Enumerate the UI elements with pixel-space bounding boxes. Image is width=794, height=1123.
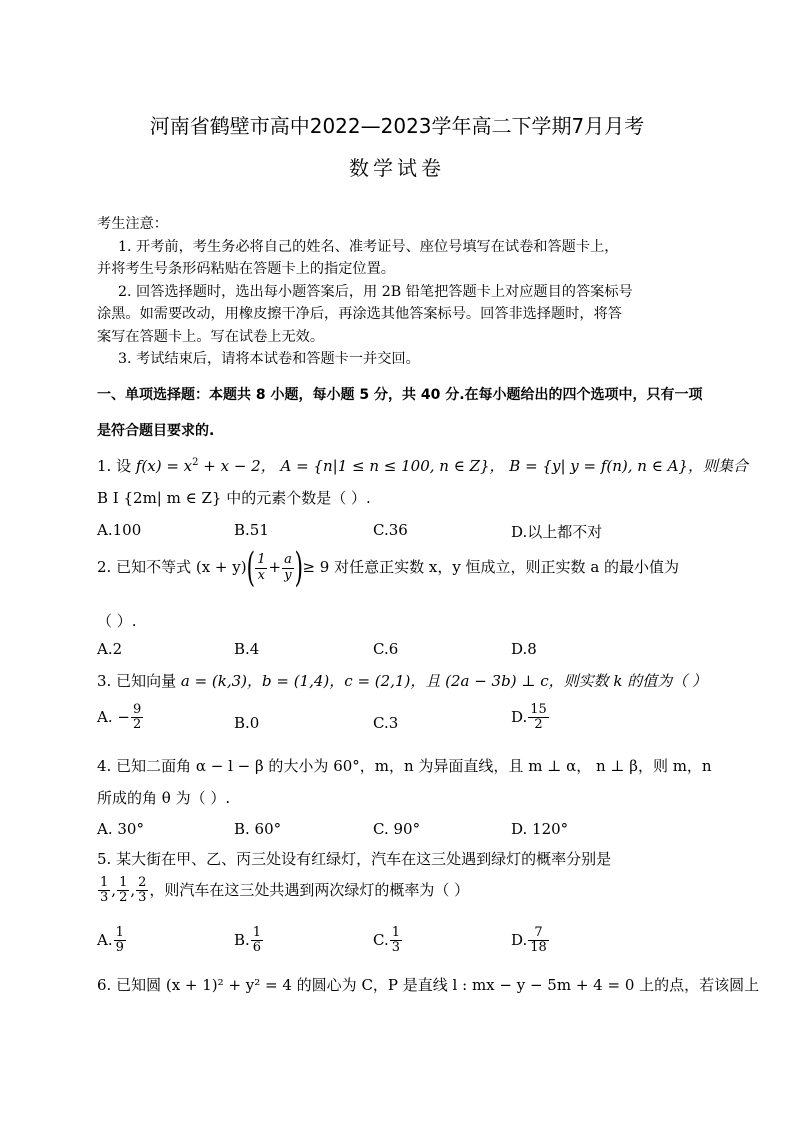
q4-option-a: A. 30° [97,820,144,838]
page-title: 河南省鹤壁市高中2022—2023学年高二下学期7月月考 [149,114,645,138]
notice-line-3: 2. 回答选择题时，选出每小题答案后，用 2B 铅笔把答题卡上对应题目的答案标号 [118,284,633,300]
q2-part-1: 2. 已知不等式 (x + y) [97,558,247,576]
q3-part-2: a = (k,3)，b = (1,4)，c = (2,1)，且 (2a − 3b) ⊥ c，则实数 k 的值为（ ） [180,672,707,690]
q1-exponent: 2 [192,457,199,468]
q3-option-d: D. $\frac{15}{2}$ [511,702,547,733]
q3-option-a: A. − $\frac{9}{2}$ [97,702,142,733]
question-3 [97,670,707,691]
q3-option-c: C.3 [373,714,399,732]
q5-option-d: D. $\frac{7}{18}$ [511,925,547,956]
q2-option-a: A.2 [97,640,123,658]
notice-line-5: 案写在答题卡上。写在试卷上无效。 [97,329,325,345]
notice-heading: 考生注意： [97,216,168,232]
question-4-line-2: 所成的角 θ 为（ ）. [97,789,231,807]
question-2-line-2: （ ）. [97,612,137,630]
question-2-line-1: 2. 已知不等式 (x + y)( $\frac{1}{x}$ + $\frac{a}{y}$ )≥ 9 对任意正实数 x，y 恒成立，则正实数 a 的最小值为 [97,545,680,591]
q2-option-b: B.4 [234,640,260,658]
q2-option-d: D.8 [511,640,537,658]
q4-option-c: C. 90° [373,820,421,838]
question-4-line-1: 4. 已知二面角 α − l − β 的大小为 60°，m，n 为异面直线，且 m ⊥ α， n ⊥ β，则 m，n [97,757,712,775]
q1-part-3: + x − 2， A = {n|1 ≤ n ≤ 100, n ∈ Z}， B = {y| y = f(n), n ∈ A}，则集合 [198,457,748,475]
section-heading-line-1: 一、单项选择题：本题共 8 小题，每小题 5 分，共 40 分.在每小题给出的四个选项中，只有一项 [97,387,703,403]
q3-option-b: B.0 [234,714,260,732]
section-heading-line-2: 是符合题目要求的. [97,423,215,439]
question-5-line-1: 5. 某大街在甲、乙、丙三处设有红绿灯，汽车在这三处遇到绿灯的概率分别是 [97,850,612,868]
q5-option-c: C. $\frac{1}{3}$ [373,925,400,956]
q2-fraction-1: $\frac{1}{x}$ [257,552,266,583]
q1-option-a: A.100 [97,521,142,539]
notice-line-1: 1. 开考前，考生务必将自己的姓名、准考证号、座位号填写在试卷和答题卡上， [118,239,619,255]
q3-part-1: 3. 已知向量 [97,672,181,690]
notice-line-6: 3. 考试结束后，请将本试卷和答题卡一并交回。 [118,351,420,367]
q1-option-d: D.以上都不对 [511,523,603,541]
q1-part-1: 1. 设 [97,457,136,475]
q5-option-a: A. $\frac{1}{9}$ [97,925,124,956]
q1-part-2: f(x) = x [135,457,193,475]
q4-option-d: D. 120° [511,820,569,838]
q2-fraction-2: $\frac{a}{y}$ [284,552,292,583]
question-1-line-2: B I {2m| m ∈ Z} 中的元素个数是（ ）. [97,489,371,507]
question-1-line-1 [97,455,748,476]
question-6-line-1: 6. 已知圆 (x + 1)² + y² = 4 的圆心为 C，P 是直线 l : mx − y − 5m + 4 = 0 上的点，若该圆上 [97,976,760,994]
notice-line-4: 涂黑。如需要改动，用橡皮擦干净后，再涂选其他答案标号。回答非选择题时，将答 [97,306,622,322]
notice-line-2: 并将考生号条形码粘贴在答题卡上的指定位置。 [97,261,395,277]
page-subtitle: 数学试卷 [349,156,445,180]
q1-option-b: B.51 [234,521,269,539]
q5-option-b: B. $\frac{1}{6}$ [234,925,262,956]
q1-option-c: C.36 [373,521,408,539]
q2-part-2: ≥ 9 对任意正实数 x，y 恒成立，则正实数 a 的最小值为 [302,558,680,576]
q4-option-b: B. 60° [234,820,282,838]
q2-option-c: C.6 [373,640,399,658]
question-5-line-2: $\frac{1}{3}$ , $\frac{1}{2}$ , $\frac{2}{3}$ ，则汽车在这三处共遇到两次绿灯的概率为（ ） [100,875,470,906]
